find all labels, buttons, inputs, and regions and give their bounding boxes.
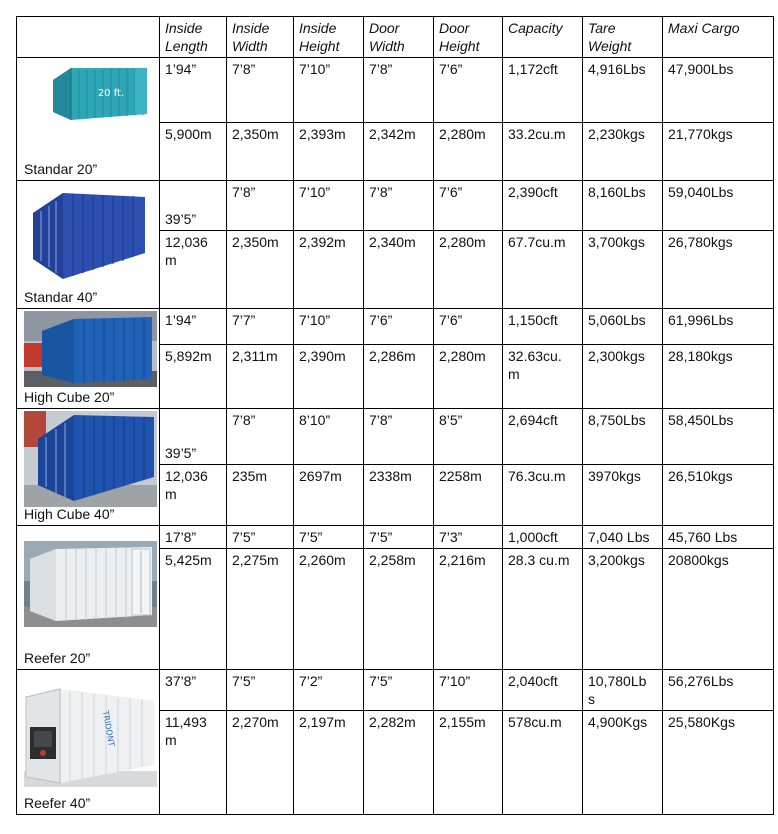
header-door-width: Door Width xyxy=(364,17,434,58)
tare-weight-imperial: 8,160Lbs xyxy=(583,181,663,231)
inside-height-imperial: 7’2” xyxy=(294,670,364,711)
door-width-metric: 2,340m xyxy=(364,231,434,309)
container-type-cell xyxy=(17,58,160,181)
table-row xyxy=(17,670,774,711)
door-height-metric: 2,280m xyxy=(434,345,503,409)
door-height-imperial: 7’6” xyxy=(434,58,503,123)
table-row xyxy=(17,526,774,549)
door-width-metric: 2,342m xyxy=(364,123,434,181)
header-corner xyxy=(17,17,160,58)
inside-length-imperial: 37’8” xyxy=(160,670,227,711)
inside-height-metric: 2,260m xyxy=(294,549,364,670)
tare-weight-metric: 3,700kgs xyxy=(583,231,663,309)
tare-weight-imperial: 4,916Lbs xyxy=(583,58,663,123)
maxi-cargo-imperial: 47,900Lbs xyxy=(663,58,774,123)
inside-width-metric: 2,350m xyxy=(227,123,294,181)
inside-width-metric: 2,270m xyxy=(227,711,294,815)
capacity-metric: 33.2cu.m xyxy=(503,123,583,181)
door-height-imperial: 7’10” xyxy=(434,670,503,711)
tare-weight-metric: 3,200kgs xyxy=(583,549,663,670)
maxi-cargo-imperial: 59,040Lbs xyxy=(663,181,774,231)
door-width-imperial: 7’8” xyxy=(364,181,434,231)
header-tare-weight: Tare Weight xyxy=(583,17,663,58)
tare-weight-imperial: 5,060Lbs xyxy=(583,309,663,345)
inside-height-metric: 2,393m xyxy=(294,123,364,181)
container-40ft-image xyxy=(29,187,149,283)
header-inside-width: Inside Width xyxy=(227,17,294,58)
container-type-cell xyxy=(17,181,160,309)
table-row xyxy=(17,409,774,465)
header-door-height: Door Height xyxy=(434,17,503,58)
table-row xyxy=(17,58,774,123)
inside-height-imperial: 7’10” xyxy=(294,181,364,231)
door-height-imperial: 8’5” xyxy=(434,409,503,465)
inside-length-metric: 5,892m xyxy=(160,345,227,409)
reefer-20ft-image xyxy=(24,541,157,627)
container-type-cell xyxy=(17,670,160,815)
container-type-cell xyxy=(17,409,160,526)
maxi-cargo-metric: 25,580Kgs xyxy=(663,711,774,815)
inside-width-imperial: 7’8” xyxy=(227,181,294,231)
tare-weight-imperial: 10,780Lb s xyxy=(583,670,663,711)
door-width-metric: 2,282m xyxy=(364,711,434,815)
container-type-cell xyxy=(17,526,160,670)
inside-width-metric: 2,350m xyxy=(227,231,294,309)
door-height-metric: 2258m xyxy=(434,465,503,526)
inside-width-imperial: 7’7” xyxy=(227,309,294,345)
container-type-cell xyxy=(17,309,160,409)
container-20ft-image xyxy=(49,62,153,126)
door-height-metric: 2,216m xyxy=(434,549,503,670)
door-width-imperial: 7’8” xyxy=(364,409,434,465)
capacity-imperial: 2,390cft xyxy=(503,181,583,231)
inside-width-imperial: 7’8” xyxy=(227,58,294,123)
inside-width-imperial: 7’8” xyxy=(227,409,294,465)
inside-length-metric: 12,036 m xyxy=(160,231,227,309)
inside-height-imperial: 7’10” xyxy=(294,309,364,345)
reefer-40ft-image xyxy=(24,687,157,787)
high-cube-40ft-image xyxy=(24,411,157,507)
container-specs-table xyxy=(16,16,774,815)
capacity-imperial: 2,694cft xyxy=(503,409,583,465)
inside-height-imperial: 7’5” xyxy=(294,526,364,549)
maxi-cargo-imperial: 61,996Lbs xyxy=(663,309,774,345)
door-width-imperial: 7’5” xyxy=(364,670,434,711)
door-width-metric: 2,258m xyxy=(364,549,434,670)
door-height-imperial: 7’6” xyxy=(434,181,503,231)
maxi-cargo-imperial: 58,450Lbs xyxy=(663,409,774,465)
inside-width-metric: 235m xyxy=(227,465,294,526)
maxi-cargo-metric: 20800kgs xyxy=(663,549,774,670)
door-height-imperial: 7’6” xyxy=(434,309,503,345)
capacity-metric: 578cu.m xyxy=(503,711,583,815)
maxi-cargo-metric: 21,770kgs xyxy=(663,123,774,181)
inside-height-metric: 2,197m xyxy=(294,711,364,815)
container-type-label: High Cube 20” xyxy=(24,389,115,405)
inside-width-metric: 2,275m xyxy=(227,549,294,670)
door-width-metric: 2338m xyxy=(364,465,434,526)
header-inside-height: Inside Height xyxy=(294,17,364,58)
inside-height-metric: 2,390m xyxy=(294,345,364,409)
container-type-label: High Cube 40” xyxy=(24,506,115,522)
inside-height-imperial: 8’10” xyxy=(294,409,364,465)
tare-weight-imperial: 8,750Lbs xyxy=(583,409,663,465)
header-capacity: Capacity xyxy=(503,17,583,58)
tare-weight-metric: 2,230kgs xyxy=(583,123,663,181)
door-width-metric: 2,286m xyxy=(364,345,434,409)
inside-height-metric: 2,392m xyxy=(294,231,364,309)
capacity-metric: 76.3cu.m xyxy=(503,465,583,526)
maxi-cargo-metric: 26,510kgs xyxy=(663,465,774,526)
inside-height-metric: 2697m xyxy=(294,465,364,526)
inside-width-metric: 2,311m xyxy=(227,345,294,409)
inside-length-imperial: 1’94” xyxy=(160,58,227,123)
inside-length-imperial: 17’8” xyxy=(160,526,227,549)
inside-height-imperial: 7’10” xyxy=(294,58,364,123)
door-height-metric: 2,280m xyxy=(434,231,503,309)
inside-width-imperial: 7’5” xyxy=(227,670,294,711)
maxi-cargo-metric: 26,780kgs xyxy=(663,231,774,309)
header-inside-length: Inside Length xyxy=(160,17,227,58)
image-label: TRIDONT xyxy=(100,709,117,748)
container-type-label: Reefer 40” xyxy=(24,795,91,811)
inside-width-imperial: 7’5” xyxy=(227,526,294,549)
inside-length-imperial: 1’94” xyxy=(160,309,227,345)
capacity-imperial: 1,150cft xyxy=(503,309,583,345)
inside-length-imperial: 39’5” xyxy=(160,181,227,231)
capacity-metric: 67.7cu.m xyxy=(503,231,583,309)
capacity-metric: 28.3 cu.m xyxy=(503,549,583,670)
door-height-metric: 2,280m xyxy=(434,123,503,181)
capacity-imperial: 1,172cft xyxy=(503,58,583,123)
inside-length-metric: 12,036 m xyxy=(160,465,227,526)
door-height-imperial: 7’3” xyxy=(434,526,503,549)
tare-weight-metric: 2,300kgs xyxy=(583,345,663,409)
door-width-imperial: 7’6” xyxy=(364,309,434,345)
door-width-imperial: 7’8” xyxy=(364,58,434,123)
table-row xyxy=(17,309,774,345)
capacity-imperial: 1,000cft xyxy=(503,526,583,549)
container-type-label: Reefer 20” xyxy=(24,650,91,666)
container-type-label: Standar 40” xyxy=(24,289,98,305)
header-row xyxy=(17,17,774,58)
tare-weight-metric: 3970kgs xyxy=(583,465,663,526)
inside-length-metric: 5,900m xyxy=(160,123,227,181)
inside-length-metric: 11,493 m xyxy=(160,711,227,815)
high-cube-20ft-image xyxy=(24,311,157,387)
door-height-metric: 2,155m xyxy=(434,711,503,815)
tare-weight-imperial: 7,040 Lbs xyxy=(583,526,663,549)
container-type-label: Standar 20” xyxy=(24,161,98,177)
capacity-metric: 32.63cu. m xyxy=(503,345,583,409)
maxi-cargo-imperial: 45,760 Lbs xyxy=(663,526,774,549)
image-label: 20 ft. xyxy=(97,88,125,99)
header-maxi-cargo: Maxi Cargo xyxy=(663,17,774,58)
capacity-imperial: 2,040cft xyxy=(503,670,583,711)
maxi-cargo-metric: 28,180kgs xyxy=(663,345,774,409)
maxi-cargo-imperial: 56,276Lbs xyxy=(663,670,774,711)
inside-length-metric: 5,425m xyxy=(160,549,227,670)
inside-length-imperial: 39’5” xyxy=(160,409,227,465)
door-width-imperial: 7’5” xyxy=(364,526,434,549)
tare-weight-metric: 4,900Kgs xyxy=(583,711,663,815)
table-row xyxy=(17,181,774,231)
